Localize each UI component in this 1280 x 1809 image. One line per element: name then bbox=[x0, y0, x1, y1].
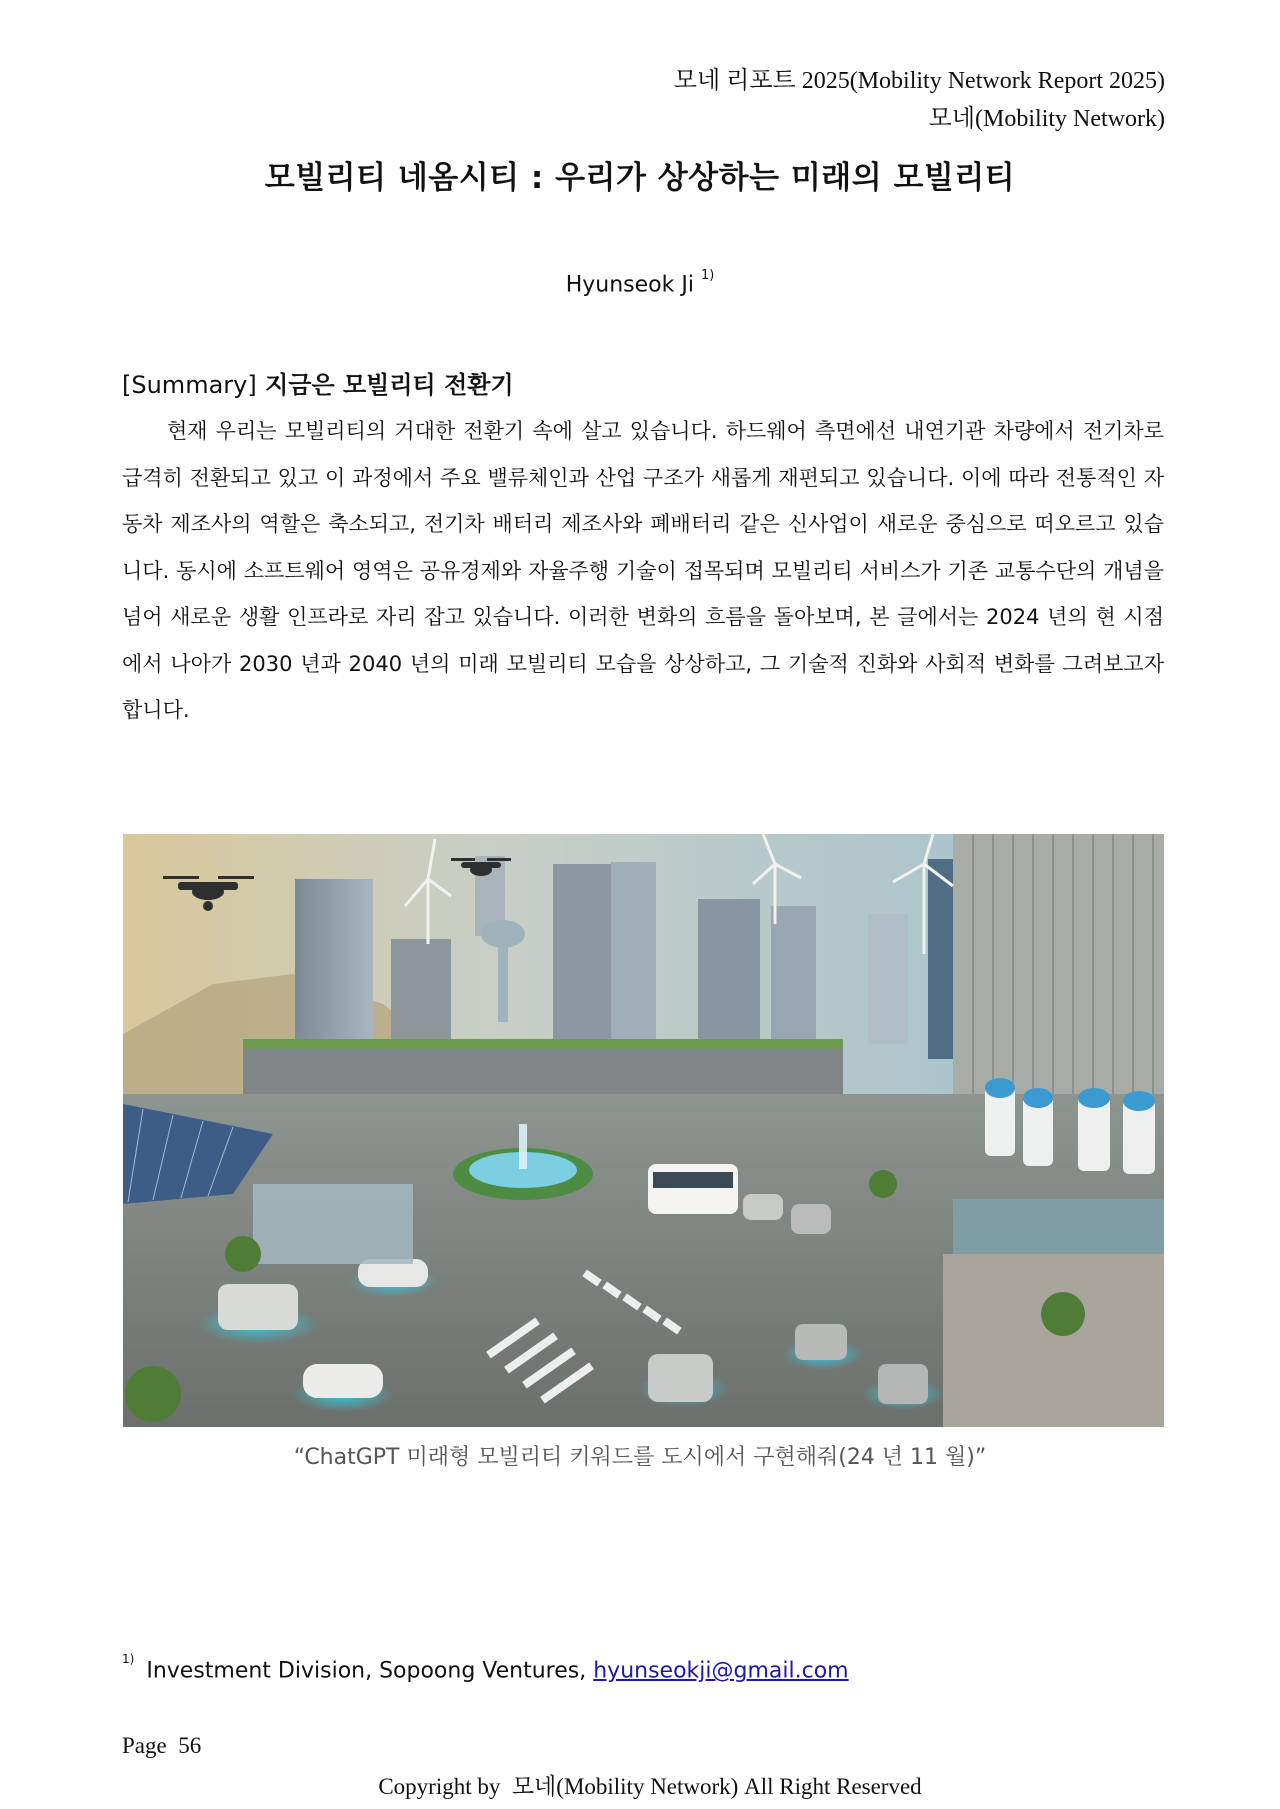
smart-city-image bbox=[123, 834, 1164, 1427]
running-header bbox=[674, 62, 1165, 138]
report-title: 모네 리포트 2025(Mobility Network Report 2025) bbox=[673, 68, 1165, 94]
author-footnote bbox=[122, 1652, 849, 1684]
page-title: 모빌리티 네옴시티 : 우리가 상상하는 미래의 모빌리티 bbox=[264, 160, 1016, 196]
section-heading bbox=[122, 365, 514, 400]
footnote-marker: 1) bbox=[122, 1652, 135, 1666]
author-line bbox=[0, 268, 1280, 298]
copyright-notice: Copyright by 모네(Mobility Network) All Right Reserved bbox=[378, 1774, 922, 1799]
footnote-affiliation: Investment Division, Sopoong Ventures, bbox=[146, 1658, 594, 1684]
summary-body bbox=[122, 408, 1164, 734]
author-email-link[interactable]: hyunseokji@gmail.com bbox=[593, 1658, 849, 1684]
summary-paragraph: 현재 우리는 모빌리티의 거대한 전환기 속에 살고 있습니다. 하드웨어 측면에선 내연기관 차량에서 전기차로 급격히 전환되고 있고 이 과정에서 주요 밸류체인과 산업 구조가 새롭게 재편되고 있습니다. 이에 따라 전통적인 자동차 제조사의 역할은 축소되고, 전기차 배터리 제조사와 폐배터리 같은 신사업이 새로운 중심으로 떠오르고 있습니다. 동시에 소프트웨어 영역은 공유경제와 자율주행 기술이 접목되며 모빌리티 서비스가 기존 교통수단의 개념을 넘어 새로운 생활 인프라로 자리 잡고 있습니다. 이러한 변화의 흐름을 돌아보며, 본 글에서는 2024 년의 현 시점에서 나아가 2030 년과 2040 년의 미래 모빌리티 모습을 상상하고, 그 기술적 진화와 사회적 변화를 그려보고자 합니다. bbox=[122, 419, 1164, 722]
figure-caption: “ChatGPT 미래형 모빌리티 키워드를 도시에서 구현해줘(24 년 11 월)” bbox=[293, 1445, 987, 1470]
section-label: [Summary] bbox=[122, 371, 257, 399]
author-footnote-marker[interactable]: 1) bbox=[700, 268, 715, 283]
organization-name: 모네(Mobility Network) bbox=[928, 106, 1165, 132]
city-illustration bbox=[123, 834, 1164, 1427]
author-name: Hyunseok Ji bbox=[565, 272, 694, 298]
section-title: 지금은 모빌리티 전환기 bbox=[265, 371, 514, 399]
page-number: Page 56 bbox=[122, 1733, 202, 1758]
